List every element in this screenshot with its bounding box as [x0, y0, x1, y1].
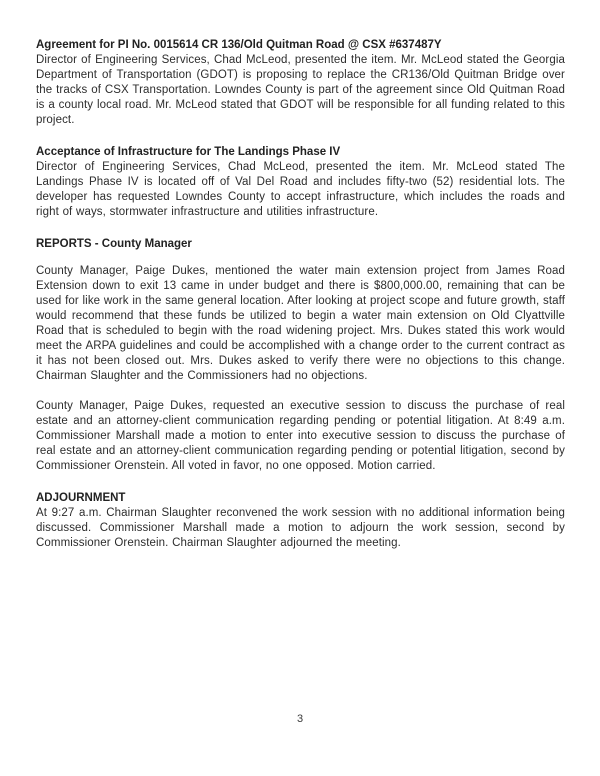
paragraph: Director of Engineering Services, Chad McLeod, presented the item. Mr. McLeod stated the Georgia Department of Transportation (GDOT) is proposing to replace the CR136/Old Quitman Bridge over the tracks of CSX Transportation. Lowndes County is part of the agreement since Old Quitman Road is a county local road. Mr. McLeod stated that GDOT will be responsible for all funding related to this project.	[36, 54, 565, 126]
paragraph: At 9:27 a.m. Chairman Slaughter reconvened the work session with no additional information being discussed. Commissioner Marshall made a motion to adjourn the work session, second by Commissioner Orenstein. Chairman Slaughter adjourned the meeting.	[36, 507, 565, 549]
page-number: 3	[296, 713, 304, 725]
section-agreement-csx	[36, 38, 565, 128]
section-heading: REPORTS - County Manager	[36, 238, 192, 250]
paragraph: Director of Engineering Services, Chad McLeod, presented the item. Mr. McLeod stated The Landings Phase IV is located off of Val Del Road and includes fifty-two (52) residential lots. The developer has requested Lowndes County to accept infrastructure, which includes the roads and right of ways, stormwater infrastructure and utilities infrastructure.	[36, 161, 565, 218]
paragraph: County Manager, Paige Dukes, mentioned the water main extension project from James Road Extension down to exit 13 came in under budget and there is $800,000.00, remaining that can be used for like work in the same general location. After looking at project scope and future growth, staff would recommend that these funds be utilized to begin a water main extension on Old Clyattville Road that is scheduled to begin with the road widening project. Mrs. Dukes stated this work would meet the ARPA guidelines and could be accomplished with a change order to the current contract as it has not been closed out. Mrs. Dukes asked to verify there were no objections to this change. Chairman Slaughter and the Commissioners had no objections.	[36, 265, 565, 382]
paragraph: County Manager, Paige Dukes, requested an executive session to discuss the purchase of real estate and an attorney-client communication regarding pending or potential litigation. At 8:49 a.m. Commissioner Marshall made a motion to enter into executive session to discuss the purchase of real estate and an attorney-client communication regarding pending or potential litigation, second by Commissioner Orenstein. All voted in favor, no one opposed. Motion carried.	[36, 400, 565, 472]
section-reports-county-manager	[36, 237, 565, 474]
section-heading: Acceptance of Infrastructure for The Landings Phase IV	[36, 146, 341, 158]
section-heading: Agreement for PI No. 0015614 CR 136/Old Quitman Road @ CSX #637487Y	[36, 39, 442, 51]
section-acceptance-infrastructure	[36, 145, 565, 220]
section-adjournment	[36, 491, 565, 551]
section-heading: ADJOURNMENT	[36, 492, 126, 504]
